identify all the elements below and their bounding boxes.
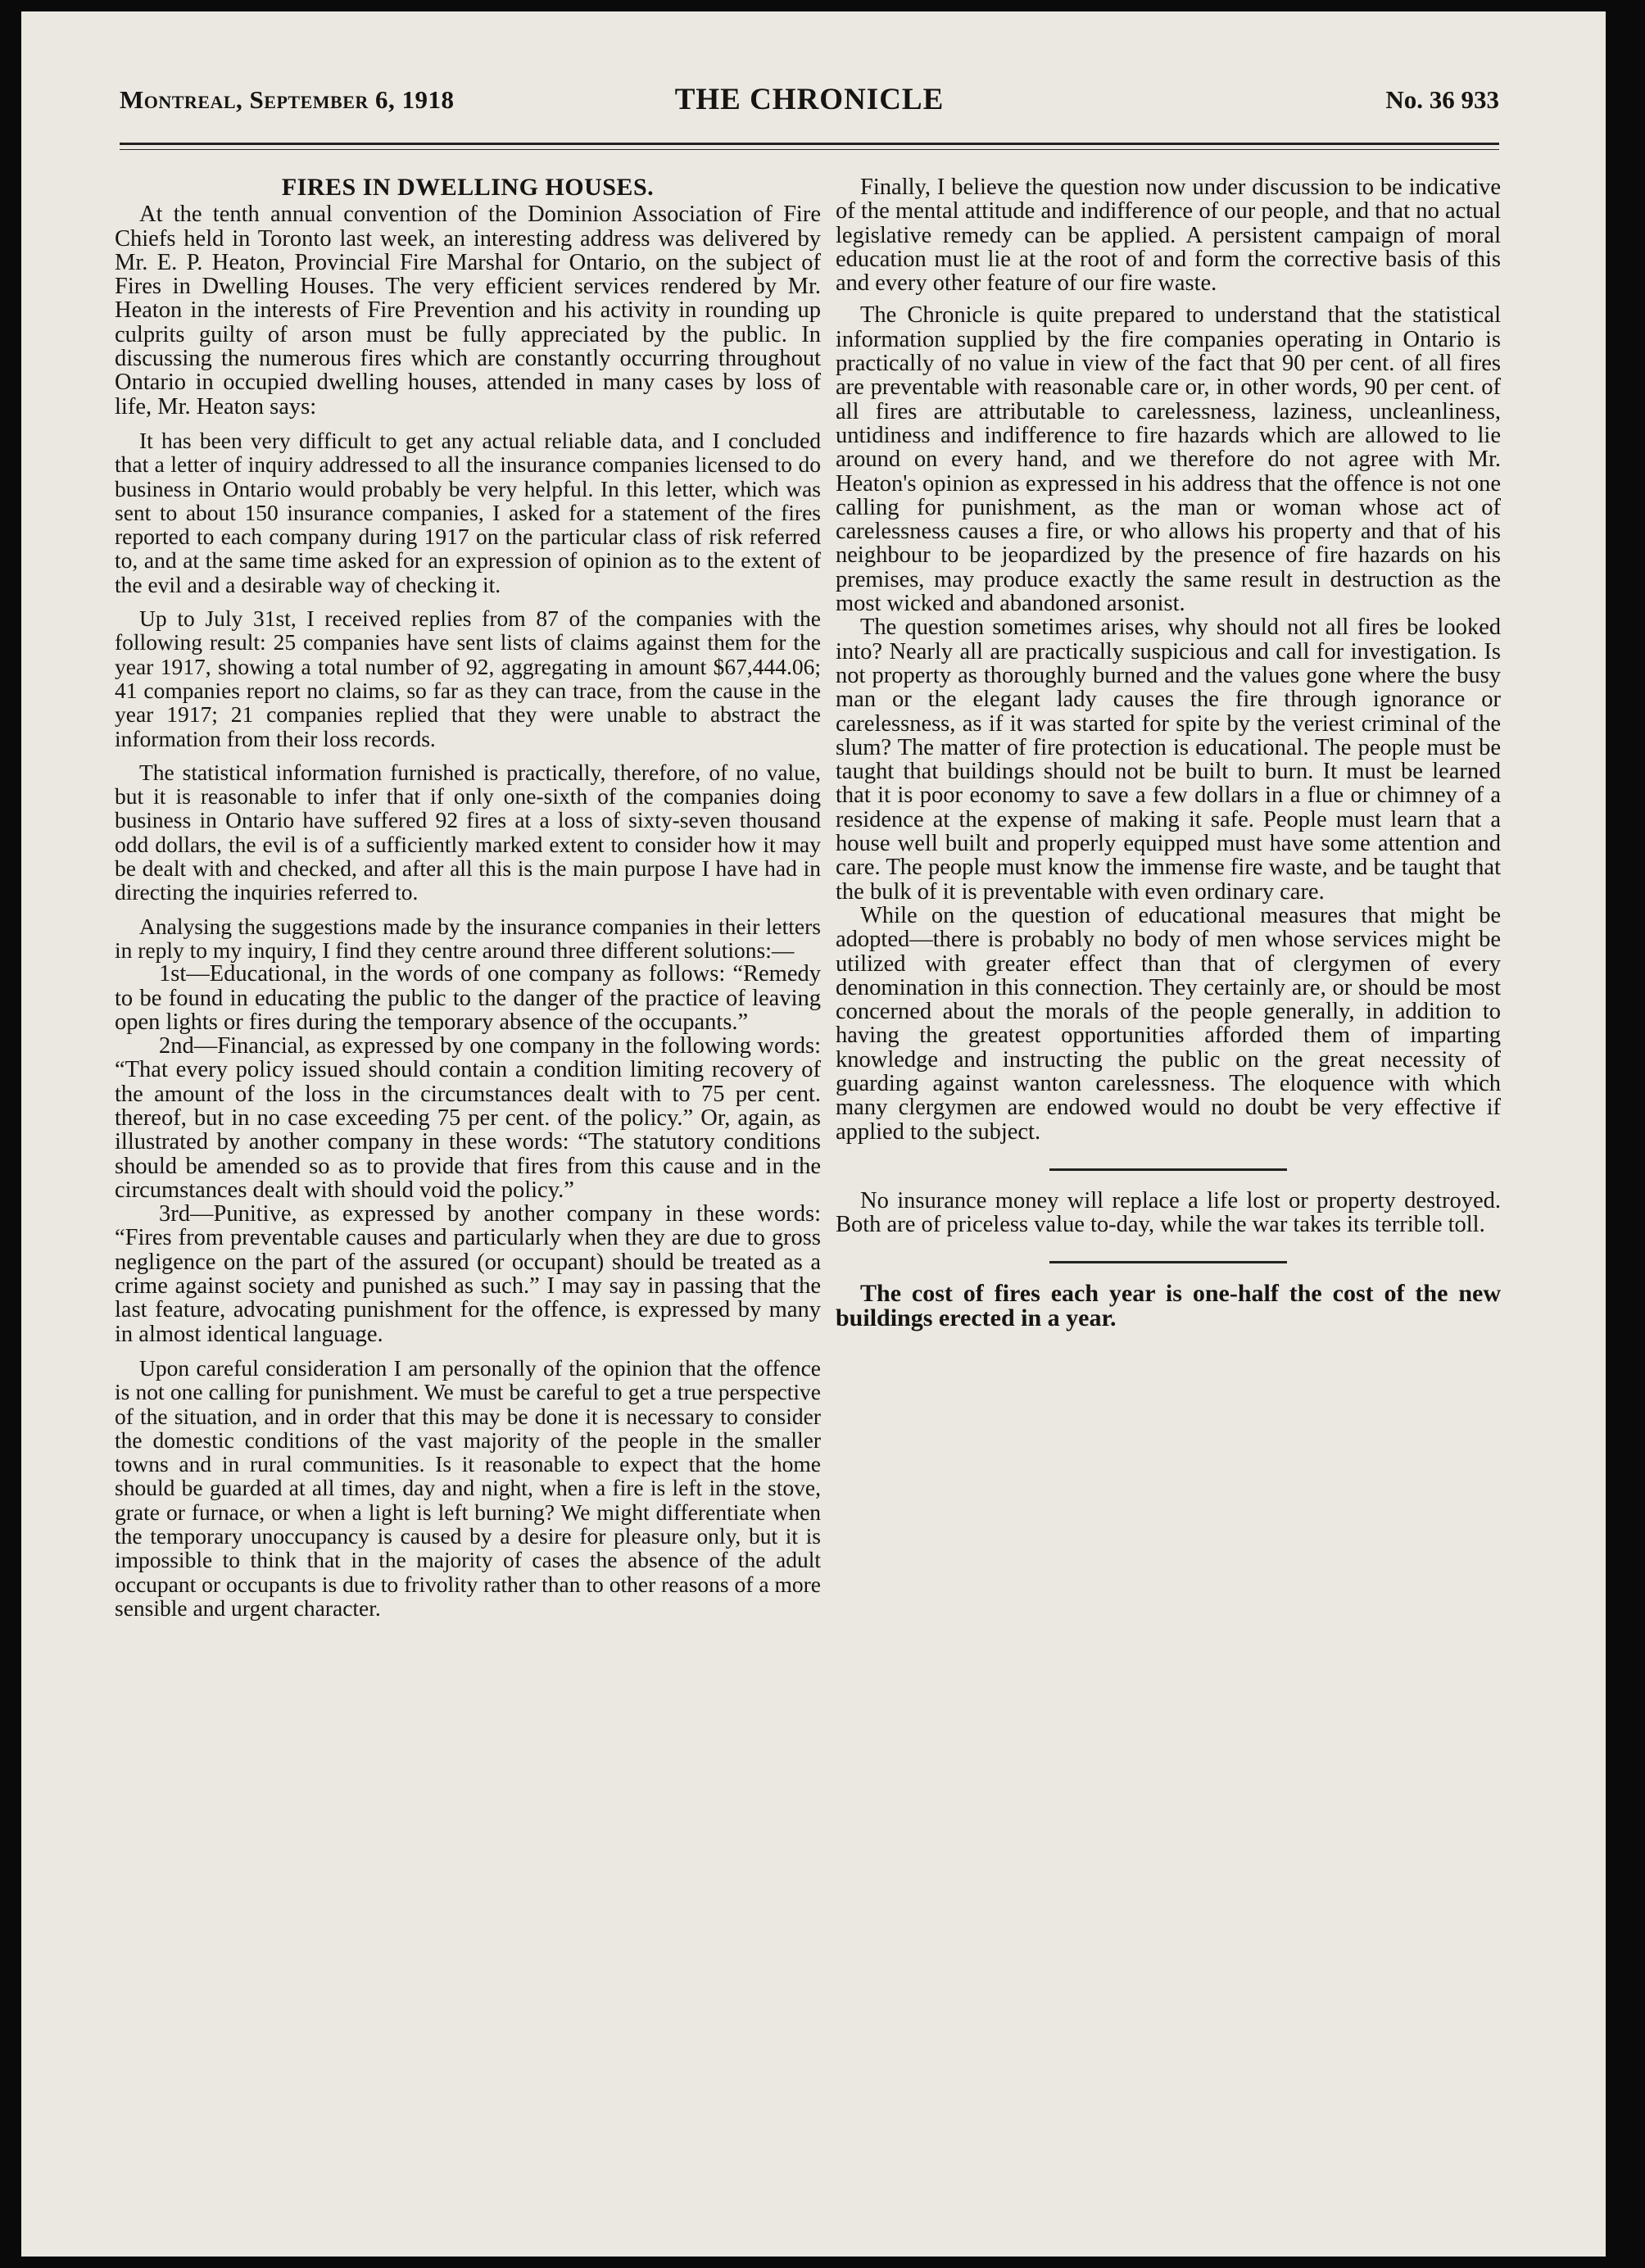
quote-paragraph: Analysing the suggestions made by the insurance companies in their letters in reply to my inquiry, I find they centre around three different solutions:— bbox=[115, 913, 821, 963]
header-date: Montreal, September 6, 1918 bbox=[120, 85, 455, 114]
newspaper-page bbox=[21, 11, 1606, 2257]
section-divider bbox=[1049, 1168, 1287, 1171]
quote-paragraph: Upon careful consideration I am personally of the opinion that the offence is not one calling for punishment. We must be careful to get a true perspective of the situation, and in order that this may be done it is necessary to consider the domestic conditions of the vast majority of the people in the smaller towns and in rural communities. Is it reasonable to expect that the home should be guarded at all times, day and night, when a fire is left in the stove, grate or furnace, or when a light is left burning? We might differentiate when the temporary unoccupancy is caused by a desire for pleasure only, but it is impossible to think that in the majority of cases the absence of the adult occupant or occupants is due to frivolity rather than to other reasons of a more sensible and urgent character. bbox=[115, 1354, 821, 1621]
publication-title: THE CHRONICLE bbox=[674, 83, 945, 116]
filler-note-bold: The cost of fires each year is one-half the cost of the new buildings erected in a year. bbox=[836, 1280, 1501, 1331]
quote-paragraph: It has been very difficult to get any actual reliable data, and I concluded that a letter of inquiry addressed to all the insurance companies licensed to do business in Ontario would probably be very helpful. In this letter, which was sent to about 150 insurance companies, I asked for a statement of the fires reported to each company during 1917 on the particular class of risk referred to, and at the same time asked for an expression of opinion as to the extent of the evil and a desirable way of checking it. bbox=[115, 427, 821, 597]
article-intro: At the tenth annual convention of the Dominion Association of Fire Chiefs held in Toronto last week, an interesting address was delivered by Mr. E. P. Heaton, Provincial Fire Marshal for Ontario, on the subject of Fires in Dwelling Houses. The very efficient services rendered by Mr. Heaton in the interests of Fire Prevention and his activity in rounding up culprits guilty of arson must be fully appreciated by the public. In discussing the numerous fires which are constantly occurring throughout Ontario in occupied dwelling houses, attended in many cases by loss of life, Mr. Heaton says: bbox=[115, 202, 821, 420]
solution-punitive: 3rd—Punitive, as expressed by another company in these words: “Fires from preventable causes and particularly when they are due to gross negligence on the part of the assured (or occupant) should be treated as a crime against society and punished as such.” I may say in passing that the last feature, advocating punishment for the offence, is expressed by many in almost identical language. bbox=[115, 1201, 821, 1347]
header-rule bbox=[120, 143, 1499, 145]
filler-note: No insurance money will replace a life lost or property destroyed. Both are of priceless value to-day, while the war takes its terrible toll. bbox=[836, 1187, 1501, 1238]
right-column bbox=[836, 175, 1501, 1330]
header-rule-thin bbox=[120, 149, 1499, 150]
page-header bbox=[120, 85, 1499, 126]
editorial-paragraph: While on the question of educational measures that might be adopted—there is probably no body of men whose services might be utilized with greater effect than that of clergymen of every denomination in this connection. They certainly are, or should be most concerned about the morals of the people generally, in addition to having the greatest opportunities afforded them of imparting knowledge and instructing the public on the great necessity of guarding against wanton carelessness. The eloquence with which many clergymen are endowed would no doubt be very effective if applied to the subject. bbox=[836, 902, 1501, 1145]
issue-page-number: No. 36 933 bbox=[1385, 85, 1499, 114]
quote-paragraph: Finally, I believe the question now under discussion to be indicative of the mental attitude and indifference of our people, and that no actual legislative remedy can be applied. A persistent campaign of moral education must lie at the root of and form the corrective basis of this and every other feature of our fire waste. bbox=[836, 175, 1501, 297]
section-divider bbox=[1049, 1261, 1287, 1263]
editorial-paragraph: The Chronicle is quite prepared to understand that the statistical information supplied by the fire companies operating in Ontario is practically of no value in view of the fact that 90 per cent. of all fires are preventable with reasonable care or, in other words, 90 per cent. of all fires are attributable to carelessness, laziness, uncleanliness, untidiness and indifference to fire hazards which are allowed to lie around on every hand, and we therefore do not agree with Mr. Heaton's opinion as expressed in his address that the offence is not one calling for punishment, as the man or woman whose act of carelessness causes a fire, or who allows his property and that of his neighbour to be jeopardized by the presence of fire hazards on his premises, may produce exactly the same result in destruction as the most wicked and abandoned arsonist. bbox=[836, 302, 1501, 617]
article-title: FIRES IN DWELLING HOUSES. bbox=[281, 174, 655, 201]
editorial-paragraph: The question sometimes arises, why should not all fires be looked into? Nearly all are practically suspicious and call for investigation. Is not property as thoroughly burned and the values gone where the busy man or the elegant lady causes the fire through ignorance or carelessness, as if it was started for spite by the veriest criminal of the slum? The matter of fire protection is educational. The people must be taught that buildings should not be built to burn. It must be learned that it is poor economy to save a few dollars in a flue or chimney of a residence at the expense of making it safe. People must learn that a house well built and properly equipped must have some attention and care. The people must know the immense fire waste, and be taught that the bulk of it is preventable with even ordinary care. bbox=[836, 615, 1501, 905]
solution-financial: 2nd—Financial, as expressed by one company in the following words: “That every policy issued should contain a condition limiting recovery of the amount of the loss in the circumstances dealt with to 75 per cent. thereof, but in no case exceeding 75 per cent. of the policy.” Or, again, as illustrated by another company in these words: “The statutory conditions should be amended so as to provide that fires from this cause and in the circumstances dealt with should void the policy.” bbox=[115, 1033, 821, 1203]
left-column bbox=[115, 175, 821, 1620]
solution-educational: 1st—Educational, in the words of one company as follows: “Remedy to be found in educating the public to the danger of the practice of leaving open lights or fires during the temporary absence of the occupants.” bbox=[115, 961, 821, 1035]
quote-paragraph: Up to July 31st, I received replies from 87 of the companies with the following result: 25 companies have sent lists of claims against them for the year 1917, showing a total number of 92, aggregating in amount $67,444.06; 41 companies report no claims, so far as they can trace, from the cause in the year 1917; 21 companies replied that they were unable to abstract the information from their loss records. bbox=[115, 606, 821, 751]
quote-paragraph: The statistical information furnished is practically, therefore, of no value, but it is reasonable to infer that if only one-sixth of the companies doing business in Ontario have suffered 92 fires at a loss of sixty-seven thousand odd dollars, the evil is of a sufficiently marked extent to consider how it may be dealt with and checked, and after all this is the main purpose I have had in directing the inquiries referred to. bbox=[115, 759, 821, 905]
